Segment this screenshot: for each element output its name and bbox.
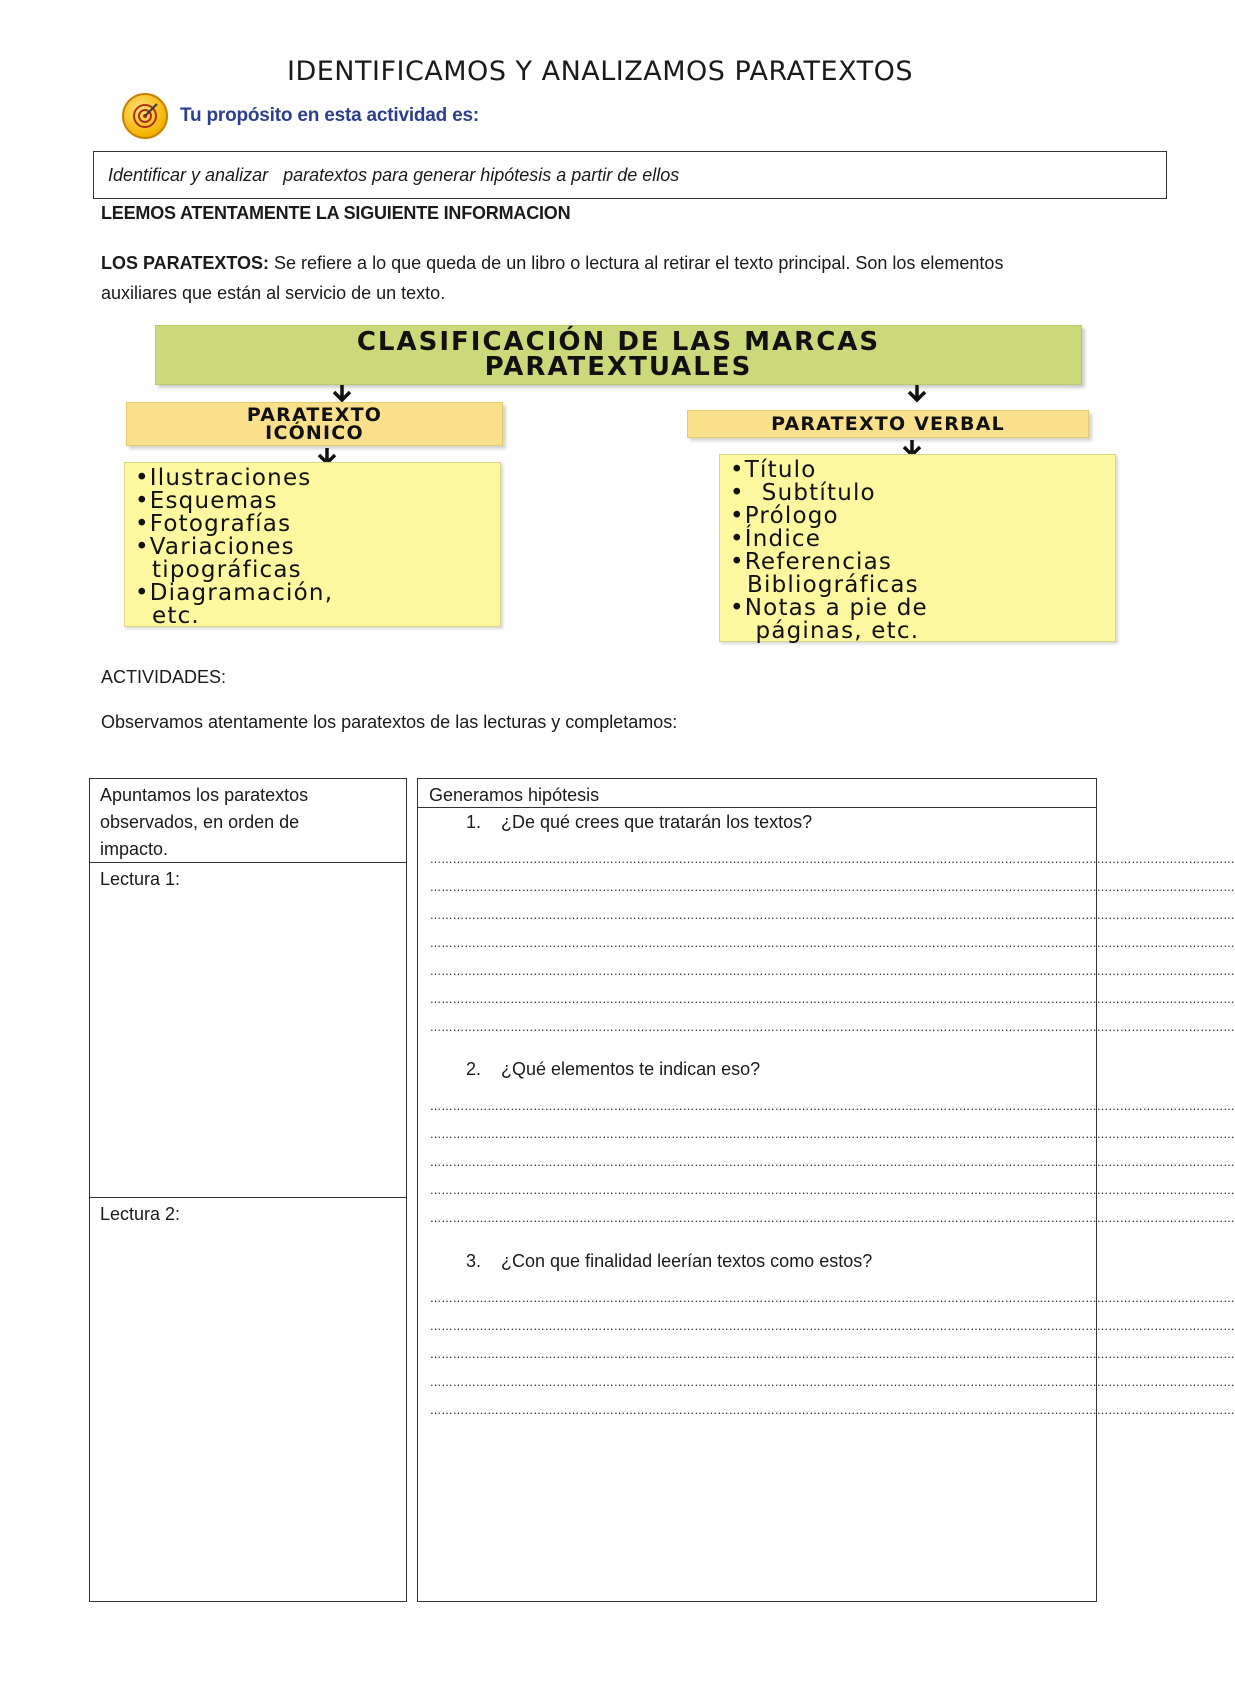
activities-label: ACTIVIDADES: bbox=[101, 667, 227, 687]
diagram-title-line-1: CLASIFICACIÓN DE LAS MARCAS bbox=[356, 327, 881, 357]
list-item: • Subtítulo bbox=[730, 480, 876, 506]
left-table-header bbox=[100, 782, 308, 863]
answer-line[interactable]: ………………………………………………………………………………………………………………………………………………………………………………………… bbox=[430, 1292, 1235, 1305]
purpose-label: Tu propósito en esta actividad es: bbox=[180, 105, 480, 126]
purpose-text: Identificar y analizar paratextos para generar hipótesis a partir de ellos bbox=[108, 164, 680, 185]
verbal-head-text: PARATEXTO VERBAL bbox=[771, 413, 1005, 435]
definition-paragraph bbox=[101, 248, 1121, 308]
list-item: •Notas a pie de bbox=[730, 595, 928, 621]
iconic-head-line-1: PARATEXTO bbox=[246, 404, 383, 426]
header-line: Apuntamos los paratextos bbox=[100, 785, 309, 805]
answer-line[interactable]: ………………………………………………………………………………………………………………………………………………………………………………………… bbox=[430, 993, 1235, 1006]
definition-line-1: Se refiere a lo que queda de un libro o lectura al retirar el texto principal. Son los elementos bbox=[269, 253, 1004, 273]
question-3: 3. ¿Con que finalidad leerían textos como estos? bbox=[466, 1251, 873, 1271]
purpose-row bbox=[122, 92, 479, 140]
list-item: •Prólogo bbox=[730, 503, 839, 529]
diagram-title-banner bbox=[155, 325, 1082, 385]
list-item: •Fotografías bbox=[135, 511, 292, 537]
answer-line[interactable]: ………………………………………………………………………………………………………………………………………………………………………………………… bbox=[430, 1184, 1235, 1197]
observed-paratexts-table bbox=[89, 778, 407, 1602]
target-icon bbox=[122, 93, 168, 139]
page-title: IDENTIFICAMOS Y ANALIZAMOS PARATEXTOS bbox=[286, 56, 914, 87]
definition-line-2: auxiliares que están al servicio de un texto. bbox=[101, 283, 446, 303]
answer-line[interactable]: ………………………………………………………………………………………………………………………………………………………………………………………… bbox=[430, 1320, 1235, 1333]
list-item: tipográficas bbox=[135, 557, 302, 583]
right-table-header: Generamos hipótesis bbox=[429, 785, 600, 805]
iconic-items-list bbox=[124, 462, 501, 627]
question-2: 2. ¿Qué elementos te indican eso? bbox=[466, 1059, 761, 1079]
diagram-title-line-2: PARATEXTUALES bbox=[484, 352, 753, 382]
answer-line[interactable]: ………………………………………………………………………………………………………………………………………………………………………………………… bbox=[430, 1376, 1235, 1389]
verbal-paratext-header bbox=[687, 410, 1089, 438]
list-item: •Referencias bbox=[730, 549, 893, 575]
list-item: •Variaciones bbox=[135, 534, 295, 560]
answer-line[interactable]: ………………………………………………………………………………………………………………………………………………………………………………………… bbox=[430, 1156, 1235, 1169]
answer-line[interactable]: ………………………………………………………………………………………………………………………………………………………………………………………… bbox=[430, 1404, 1235, 1417]
iconic-paratext-header bbox=[126, 402, 503, 446]
list-item: •Índice bbox=[730, 526, 822, 552]
answer-line[interactable]: ………………………………………………………………………………………………………………………………………………………………………………………… bbox=[430, 909, 1235, 922]
list-item: •Ilustraciones bbox=[135, 465, 312, 491]
row-divider bbox=[90, 862, 406, 863]
list-item: Bibliográficas bbox=[730, 572, 919, 598]
answer-line[interactable]: ………………………………………………………………………………………………………………………………………………………………………………………… bbox=[430, 853, 1235, 866]
question-1: 1. ¿De qué crees que tratarán los textos? bbox=[466, 812, 813, 832]
row-divider bbox=[418, 807, 1096, 808]
verbal-items-list bbox=[719, 454, 1116, 642]
list-item: •Diagramación, bbox=[135, 580, 334, 606]
list-item: •Esquemas bbox=[135, 488, 278, 514]
iconic-head-line-2: ICÓNICO bbox=[265, 422, 364, 444]
header-line: impacto. bbox=[100, 839, 169, 859]
answer-line[interactable]: ………………………………………………………………………………………………………………………………………………………………………………………… bbox=[430, 1348, 1235, 1361]
answer-line[interactable]: ………………………………………………………………………………………………………………………………………………………………………………………… bbox=[430, 1212, 1235, 1225]
answer-line[interactable]: ………………………………………………………………………………………………………………………………………………………………………………………… bbox=[430, 1100, 1235, 1113]
list-item: •Título bbox=[730, 457, 817, 483]
answer-line[interactable]: ………………………………………………………………………………………………………………………………………………………………………………………… bbox=[430, 937, 1235, 950]
list-item: páginas, etc. bbox=[730, 618, 920, 644]
hypothesis-table bbox=[417, 778, 1235, 1602]
section-heading: LEEMOS ATENTAMENTE LA SIGUIENTE INFORMACION bbox=[101, 203, 571, 223]
reading-1-label: Lectura 1: bbox=[100, 869, 181, 889]
arrow-down-icon bbox=[330, 383, 354, 403]
row-divider bbox=[90, 1197, 406, 1198]
purpose-box bbox=[93, 151, 1167, 199]
answer-line[interactable]: ………………………………………………………………………………………………………………………………………………………………………………………… bbox=[430, 881, 1235, 894]
header-line: observados, en orden de bbox=[100, 812, 300, 832]
list-item: etc. bbox=[135, 603, 200, 629]
definition-term: LOS PARATEXTOS: bbox=[101, 253, 270, 273]
arrow-down-icon bbox=[905, 383, 929, 403]
activities-instruction: Observamos atentamente los paratextos de las lecturas y completamos: bbox=[101, 712, 678, 732]
reading-2-label: Lectura 2: bbox=[100, 1204, 181, 1224]
answer-line[interactable]: ………………………………………………………………………………………………………………………………………………………………………………………… bbox=[430, 1128, 1235, 1141]
answer-line[interactable]: ………………………………………………………………………………………………………………………………………………………………………………………… bbox=[430, 1021, 1235, 1034]
answer-line[interactable]: ………………………………………………………………………………………………………………………………………………………………………………………… bbox=[430, 965, 1235, 978]
